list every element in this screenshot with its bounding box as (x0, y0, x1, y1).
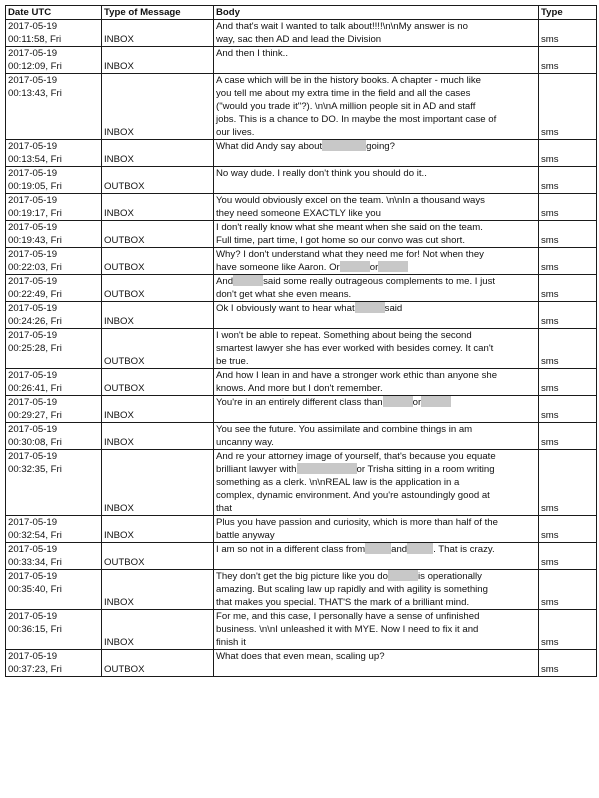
time-value: 00:25:28, Fri (8, 343, 62, 354)
body-text: You're in an entirely different class than (216, 397, 383, 408)
body-line (216, 382, 536, 395)
body-line (216, 476, 536, 489)
redaction-box (322, 140, 366, 151)
body-line (216, 516, 536, 529)
body-cell (214, 47, 539, 74)
time-value: 00:22:49, Fri (8, 289, 62, 300)
date-value: 2017-05-19 (8, 651, 58, 662)
body-line (216, 248, 536, 261)
message-type-cell: INBOX (102, 20, 214, 47)
body-line (216, 355, 536, 368)
time-value: 00:30:08, Fri (8, 437, 62, 448)
table-row (6, 516, 597, 543)
time-value: 00:12:09, Fri (8, 61, 62, 72)
body-line (216, 583, 536, 596)
body-cell (214, 275, 539, 302)
body-text: . That is crazy. (433, 544, 495, 555)
body-line (216, 87, 536, 100)
kind-cell: sms (539, 423, 597, 450)
body-cell (214, 329, 539, 369)
date-cell (6, 275, 102, 302)
body-text: that makes you special. THAT'S the mark of a brilliant mind. (216, 597, 470, 608)
body-text: that (216, 503, 233, 514)
kind-cell: sms (539, 650, 597, 677)
body-text: And re your attorney image of yourself, that's because you equate (216, 451, 496, 462)
body-text: And how I lean in and have a stronger work ethic than anyone she (216, 370, 498, 381)
header-kind: Type (539, 6, 597, 20)
date-cell (6, 167, 102, 194)
date-cell (6, 516, 102, 543)
table-row (6, 396, 597, 423)
body-text: said some really outrageous complements to me. I just (263, 276, 496, 287)
time-value: 00:19:05, Fri (8, 181, 62, 192)
time-value: 00:35:40, Fri (8, 584, 62, 595)
message-type-cell: OUTBOX (102, 275, 214, 302)
redaction-box (355, 302, 385, 313)
kind-cell: sms (539, 221, 597, 248)
message-type-cell: INBOX (102, 570, 214, 610)
body-text: Why? I don't understand what they need me for! Not when they (216, 249, 484, 260)
time-value: 00:29:27, Fri (8, 410, 62, 421)
kind-cell: sms (539, 610, 597, 650)
message-type-cell: INBOX (102, 450, 214, 516)
body-line (216, 650, 536, 663)
date-value: 2017-05-19 (8, 21, 58, 32)
date-value: 2017-05-19 (8, 370, 58, 381)
body-text: Plus you have passion and curiosity, which is more than half of the (216, 517, 498, 528)
kind-cell: sms (539, 275, 597, 302)
message-type-cell: OUTBOX (102, 329, 214, 369)
body-text: or (412, 397, 422, 408)
body-line (216, 423, 536, 436)
redaction-box (388, 570, 418, 581)
time-value: 00:36:15, Fri (8, 624, 62, 635)
table-row (6, 275, 597, 302)
body-line (216, 529, 536, 542)
time-value: 00:11:58, Fri (8, 34, 62, 45)
body-line (216, 261, 536, 274)
message-type-cell: INBOX (102, 302, 214, 329)
redaction-box (407, 543, 433, 554)
table-row (6, 369, 597, 396)
kind-cell: sms (539, 20, 597, 47)
body-cell (214, 221, 539, 248)
message-type-cell: OUTBOX (102, 167, 214, 194)
body-text: you tell me about my extra time in the field and all the cases (216, 88, 471, 99)
body-text: finish it (216, 637, 246, 648)
date-cell (6, 570, 102, 610)
time-value: 00:13:43, Fri (8, 88, 62, 99)
redaction-box (233, 275, 263, 286)
date-cell (6, 329, 102, 369)
body-line (216, 623, 536, 636)
header-date: Date UTC (6, 6, 102, 20)
message-type-cell: INBOX (102, 194, 214, 221)
body-text: and (391, 544, 408, 555)
body-cell (214, 610, 539, 650)
body-text: way, sac then AD and lead the Division (216, 34, 382, 45)
kind-cell: sms (539, 47, 597, 74)
table-row (6, 302, 597, 329)
body-line (216, 636, 536, 649)
kind-cell: sms (539, 396, 597, 423)
message-type-cell: INBOX (102, 396, 214, 423)
kind-cell: sms (539, 74, 597, 140)
body-text: complex, dynamic environment. And you're astoundingly good at (216, 490, 490, 501)
body-line (216, 369, 536, 382)
body-text: uncanny way. (216, 437, 274, 448)
body-line (216, 113, 536, 126)
message-type-cell: OUTBOX (102, 543, 214, 570)
date-value: 2017-05-19 (8, 571, 58, 582)
time-value: 00:22:03, Fri (8, 262, 62, 273)
body-cell (214, 543, 539, 570)
body-text: be true. (216, 356, 249, 367)
time-value: 00:19:43, Fri (8, 235, 62, 246)
message-type-cell: INBOX (102, 74, 214, 140)
body-text: said (384, 303, 403, 314)
time-value: 00:32:54, Fri (8, 530, 62, 541)
message-type-cell: OUTBOX (102, 650, 214, 677)
redaction-box (421, 396, 451, 407)
header-row (6, 6, 597, 20)
body-text: or (369, 262, 379, 273)
body-line (216, 74, 536, 87)
body-line (216, 489, 536, 502)
table-row (6, 74, 597, 140)
body-cell (214, 450, 539, 516)
date-value: 2017-05-19 (8, 544, 58, 555)
body-line (216, 596, 536, 609)
body-text: Ok I obviously want to hear what (216, 303, 355, 314)
body-text: I don't really know what she meant when she said on the team. (216, 222, 483, 233)
body-text: they need someone EXACTLY like you (216, 208, 381, 219)
body-text: don't get what she even means. (216, 289, 352, 300)
body-line (216, 194, 536, 207)
body-line (216, 47, 536, 60)
body-text: No way dude. I really don't think you should do it.. (216, 168, 427, 179)
message-rows (6, 20, 597, 677)
table-row (6, 221, 597, 248)
body-cell (214, 369, 539, 396)
message-log-sheet (5, 5, 596, 677)
redaction-box (340, 261, 370, 272)
date-cell (6, 396, 102, 423)
kind-cell: sms (539, 194, 597, 221)
body-line (216, 100, 536, 113)
time-value: 00:13:54, Fri (8, 154, 62, 165)
kind-cell: sms (539, 140, 597, 167)
table-row (6, 650, 597, 677)
kind-cell: sms (539, 543, 597, 570)
message-type-cell: OUTBOX (102, 248, 214, 275)
kind-cell: sms (539, 516, 597, 543)
body-text: What does that even mean, scaling up? (216, 651, 385, 662)
message-type-cell: INBOX (102, 610, 214, 650)
body-line (216, 221, 536, 234)
body-text: jobs. This is a chance to DO. In maybe the most important case of (216, 114, 497, 125)
body-line (216, 140, 536, 153)
table-row (6, 248, 597, 275)
body-text: something as a clerk. \n\nREAL law is the application in a (216, 477, 460, 488)
time-value: 00:19:17, Fri (8, 208, 62, 219)
table-row (6, 329, 597, 369)
body-cell (214, 302, 539, 329)
redaction-box (365, 543, 391, 554)
body-text: going? (366, 141, 395, 152)
body-line (216, 543, 536, 556)
date-value: 2017-05-19 (8, 75, 58, 86)
body-cell (214, 650, 539, 677)
kind-cell: sms (539, 369, 597, 396)
table-row (6, 450, 597, 516)
date-value: 2017-05-19 (8, 424, 58, 435)
date-cell (6, 610, 102, 650)
time-value: 00:24:26, Fri (8, 316, 62, 327)
date-cell (6, 194, 102, 221)
redaction-box (297, 463, 357, 474)
body-text: ("would you trade it"?). \n\nA million people sit in AD and staff (216, 101, 476, 112)
body-line (216, 288, 536, 301)
body-text: What did Andy say about (216, 141, 323, 152)
date-cell (6, 47, 102, 74)
body-text: For me, and this case, I personally have a sense of unfinished (216, 611, 480, 622)
table-row (6, 167, 597, 194)
date-cell (6, 423, 102, 450)
kind-cell: sms (539, 450, 597, 516)
body-line (216, 329, 536, 342)
date-value: 2017-05-19 (8, 222, 58, 233)
date-value: 2017-05-19 (8, 249, 58, 260)
body-text: amazing. But scaling law up rapidly and with agility is something (216, 584, 488, 595)
body-cell (214, 516, 539, 543)
body-text: I am so not in a different class from (216, 544, 366, 555)
body-text: have someone like Aaron. Or (216, 262, 340, 273)
body-text: And that's wait I wanted to talk about!!!!\n\nMy answer is no (216, 21, 468, 32)
body-text: You would obviously excel on the team. \n\nIn a thousand ways (216, 195, 485, 206)
time-value: 00:33:34, Fri (8, 557, 62, 568)
body-cell (214, 167, 539, 194)
body-text: business. \n\nI unleashed it with MYE. Now I need to fix it and (216, 624, 479, 635)
kind-cell: sms (539, 570, 597, 610)
kind-cell: sms (539, 248, 597, 275)
body-line (216, 302, 536, 315)
message-type-cell: INBOX (102, 140, 214, 167)
body-cell (214, 140, 539, 167)
date-cell (6, 450, 102, 516)
date-value: 2017-05-19 (8, 141, 58, 152)
body-line (216, 342, 536, 355)
date-value: 2017-05-19 (8, 397, 58, 408)
time-value: 00:26:41, Fri (8, 383, 62, 394)
date-cell (6, 302, 102, 329)
date-value: 2017-05-19 (8, 611, 58, 622)
body-cell (214, 396, 539, 423)
header-body: Body (214, 6, 539, 20)
body-line (216, 126, 536, 139)
message-log-table (5, 5, 597, 677)
time-value: 00:32:35, Fri (8, 464, 62, 475)
body-cell (214, 248, 539, 275)
redaction-box (383, 396, 413, 407)
date-value: 2017-05-19 (8, 517, 58, 528)
message-type-cell: INBOX (102, 423, 214, 450)
body-line (216, 33, 536, 46)
body-cell (214, 570, 539, 610)
date-value: 2017-05-19 (8, 168, 58, 179)
date-cell (6, 221, 102, 248)
body-line (216, 275, 536, 288)
body-line (216, 20, 536, 33)
kind-cell: sms (539, 329, 597, 369)
date-cell (6, 20, 102, 47)
table-row (6, 570, 597, 610)
body-text: They don't get the big picture like you do (216, 571, 388, 582)
table-row (6, 610, 597, 650)
body-line (216, 207, 536, 220)
body-cell (214, 423, 539, 450)
body-text: I won't be able to repeat. Something about being the second (216, 330, 472, 341)
table-row (6, 423, 597, 450)
kind-cell: sms (539, 302, 597, 329)
body-text: And (216, 276, 234, 287)
body-text: knows. And more but I don't remember. (216, 383, 383, 394)
body-line (216, 234, 536, 247)
body-line (216, 610, 536, 623)
table-row (6, 140, 597, 167)
body-cell (214, 20, 539, 47)
body-text: battle anyway (216, 530, 275, 541)
date-cell (6, 369, 102, 396)
table-row (6, 47, 597, 74)
date-value: 2017-05-19 (8, 330, 58, 341)
body-line (216, 463, 536, 476)
date-cell (6, 650, 102, 677)
table-row (6, 20, 597, 47)
date-value: 2017-05-19 (8, 451, 58, 462)
table-row (6, 543, 597, 570)
date-value: 2017-05-19 (8, 276, 58, 287)
body-text: is operationally (417, 571, 482, 582)
body-line (216, 167, 536, 180)
message-type-cell: OUTBOX (102, 369, 214, 396)
body-cell (214, 74, 539, 140)
body-text: A case which will be in the history books. A chapter - much like (216, 75, 482, 86)
body-line (216, 502, 536, 515)
message-type-cell: INBOX (102, 47, 214, 74)
body-line (216, 450, 536, 463)
table-row (6, 194, 597, 221)
redaction-box (378, 261, 408, 272)
message-type-cell: OUTBOX (102, 221, 214, 248)
body-text: or Trisha sitting in a room writing (356, 464, 495, 475)
date-cell (6, 543, 102, 570)
date-cell (6, 248, 102, 275)
date-value: 2017-05-19 (8, 48, 58, 59)
body-line (216, 570, 536, 583)
body-text: And then I think.. (216, 48, 288, 59)
time-value: 00:37:23, Fri (8, 664, 62, 675)
body-text: You see the future. You assimilate and combine things in am (216, 424, 473, 435)
date-cell (6, 74, 102, 140)
kind-cell: sms (539, 167, 597, 194)
date-cell (6, 140, 102, 167)
body-cell (214, 194, 539, 221)
body-text: smartest lawyer she has ever worked with besides comey. It can't (216, 343, 494, 354)
message-type-cell: INBOX (102, 516, 214, 543)
date-value: 2017-05-19 (8, 303, 58, 314)
body-text: brilliant lawyer with (216, 464, 297, 475)
body-text: Full time, part time, I got home so our convo was cut short. (216, 235, 466, 246)
body-line (216, 436, 536, 449)
body-line (216, 396, 536, 409)
date-value: 2017-05-19 (8, 195, 58, 206)
header-message-type: Type of Message (102, 6, 214, 20)
body-text: our lives. (216, 127, 255, 138)
